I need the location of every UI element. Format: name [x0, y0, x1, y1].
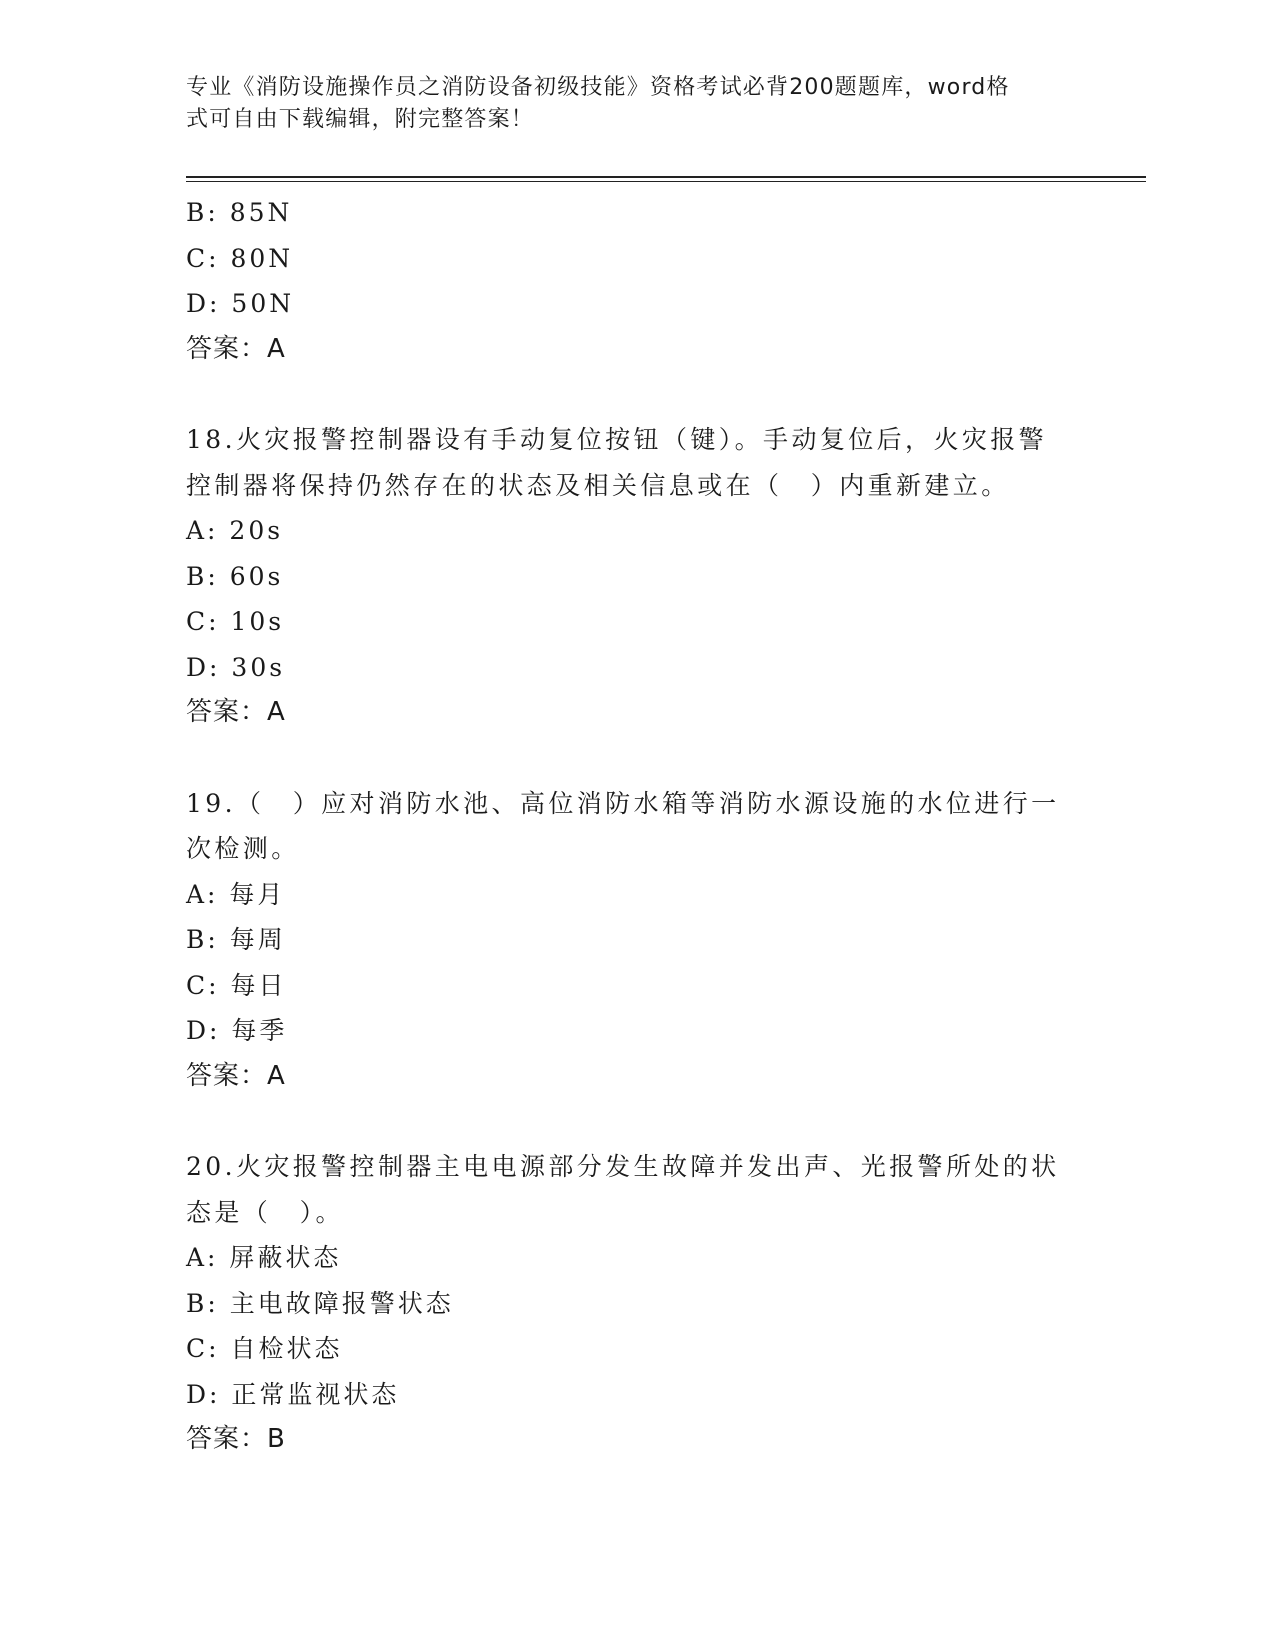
option-d: D: 正常监视状态 [186, 1379, 400, 1409]
question-text: 20.火灾报警控制器主电电源部分发生故障并发出声、光报警所处的状态是（ ）。 [186, 1152, 1060, 1227]
header-line-1: 专业《消防设施操作员之消防设备初级技能》资格考试必背200题题库，word格 [186, 75, 1010, 100]
question-partial [186, 190, 1086, 372]
option-c: C: 每日 [186, 970, 287, 1000]
option-d: D: 30s [186, 652, 286, 682]
question-20 [186, 1144, 1086, 1463]
option-d: D: 每季 [186, 1016, 288, 1045]
option-b: B: 60s [186, 561, 284, 591]
document-header [186, 72, 1086, 136]
answer-line: 答案：B [186, 1424, 286, 1454]
header-divider-thick [186, 176, 1146, 178]
header-line-2: 式可自由下载编辑，附完整答案！ [186, 107, 535, 132]
option-c: C: 10s [186, 607, 285, 636]
option-b: B: 主电故障报警状态 [186, 1288, 454, 1318]
option-d: D: 50N [186, 289, 295, 318]
question-18 [186, 417, 1086, 736]
question-19 [186, 781, 1086, 1100]
option-a: A: 每月 [186, 879, 286, 909]
question-text: 19.（ ）应对消防水池、高位消防水箱等消防水源设施的水位进行一次检测。 [186, 788, 1060, 863]
option-b: B: 85N [186, 198, 293, 227]
header-divider-thin [186, 181, 1146, 182]
document-body [186, 190, 1086, 1463]
option-c: C: 自检状态 [186, 1334, 343, 1363]
option-a: A: 20s [186, 516, 284, 545]
option-b: B: 每周 [186, 925, 286, 954]
option-c: C: 80N [186, 243, 294, 273]
question-text: 18.火灾报警控制器设有手动复位按钮（键）。手动复位后，火灾报警控制器将保持仍然存在的状态及相关信息或在（ ）内重新建立。 [186, 425, 1048, 500]
option-a: A: 屏蔽状态 [186, 1243, 342, 1272]
answer-line: 答案：A [186, 697, 286, 727]
answer-line: 答案：A [186, 1060, 286, 1091]
answer-line: 答案：A [186, 333, 286, 364]
